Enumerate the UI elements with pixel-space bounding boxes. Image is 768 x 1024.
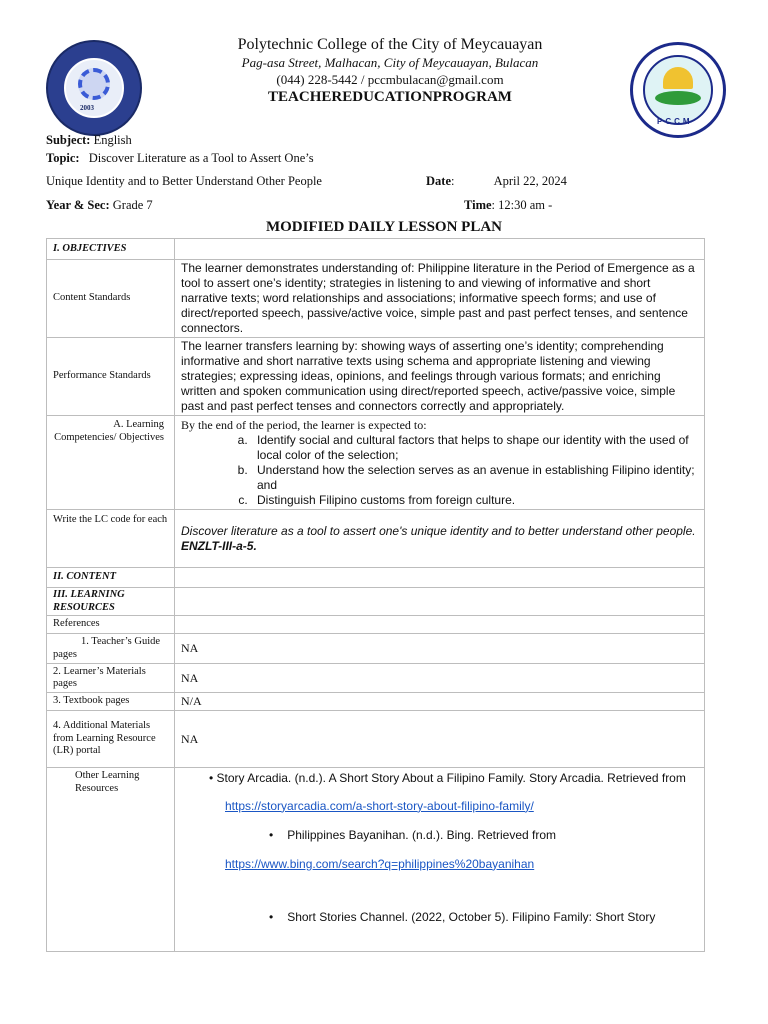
date-label: Date [426,174,451,188]
seal-year: 2003 [80,104,94,112]
lc-code: ENZLT-III-a-5. [181,538,257,553]
table-row [47,260,705,338]
date-value: April 22, 2024 [493,174,567,188]
time-label: Time [464,198,492,212]
learners-materials-value: NA [175,664,705,693]
lc-code-text: Discover literature as a tool to assert one's unique identity and to better understand other people. [181,523,696,538]
table-row [47,693,705,711]
list-item [181,857,698,872]
leaf-icon [655,91,701,105]
storyarcadia-link[interactable]: https://storyarcadia.com/a-short-story-about-filipino-family/ [225,798,534,813]
table-row [47,711,705,768]
gear-icon [78,68,110,100]
table-row [47,416,705,510]
logo-ring [643,55,713,125]
table-row [47,616,705,634]
objectives-list [251,433,698,508]
additional-materials-label: 4. Additional Materials from Learning Resource (LR) portal [47,711,175,768]
list-item: b. Understand how the selection serves as an avenue in establishing Filipino identity; and [251,463,698,493]
lesson-plan-table [46,238,705,952]
subject-label: Subject: [46,133,91,147]
textbook-label: 3. Textbook pages [47,693,175,711]
year-label: Year & Sec: [46,198,110,212]
lesson-plan-title: MODIFIED DAILY LESSON PLAN [265,219,502,235]
table-row [47,634,705,664]
teachers-guide-value: NA [175,634,705,664]
additional-materials-value: NA [175,711,705,768]
textbook-value: N/A [175,693,705,711]
list-item: a. Identify social and cultural factors that helps to shape our identity with the used of local color of the selection; [251,433,698,463]
learning-intro: By the end of the period, the learner is expected to: [181,418,427,432]
year-section-line [46,198,153,213]
sun-icon [663,67,693,89]
table-row [47,588,705,616]
topic-line [46,151,314,166]
performance-standards-label: Performance Standards [47,338,175,416]
date-line: Date: April 22, 2024 [426,174,567,188]
content-heading: II. CONTENT [47,568,175,588]
learning-competencies-label: A. Learning Competencies/ Objectives [47,416,175,510]
college-address: Pag-asa Street, Malhacan, City of Meycauayan, Bulacan [241,55,539,70]
table-row [47,510,705,568]
other-resources-label: Other Learning Resources [47,768,175,952]
list-item: • Short Stories Channel. (2022, October 5). Filipino Family: Short Story [269,909,656,924]
teachers-guide-label: 1. Teacher’s Guide pages [47,634,175,664]
references-label: References [47,616,175,634]
list-item: • Story Arcadia. (n.d.). A Short Story About a Filipino Family. Story Arcadia. Retrieved from [209,771,686,786]
college-contact: (044) 228-5442 / pccmbulacan@gmail.com [276,72,504,87]
subject-line [46,133,132,148]
table-row [47,768,705,952]
topic-label: Topic: [46,151,80,165]
college-seal-logo [46,40,142,136]
table-row [47,338,705,416]
topic-value-line1: Discover Literature as a Tool to Assert One’s [88,151,314,165]
performance-standards-text: The learner transfers learning by: showing ways of asserting one’s identity; comprehending informative and short narrative texts using schema and appropriate listening and viewing strategies; expressing ideas, opinions, and feelings through various formats; and enriching written and spoken communication using direct/reported speech, active/passive voice, simple past and past perfect tenses and connectors correctly and appropriately. [175,338,705,416]
year-value: Grade 7 [112,198,153,212]
time-value: : 12:30 am - [491,198,553,212]
list-item: • Philippines Bayanihan. (n.d.). Bing. Retrieved from [269,827,557,842]
logo-abbrev: PCCM [657,117,693,126]
learners-materials-label: 2. Learner’s Materials pages [47,664,175,693]
learning-resources-heading: III. LEARNING RESOURCES [47,588,175,616]
list-item [181,799,698,814]
topic-value-line2: Unique Identity and to Better Understand Other People [46,174,322,188]
program-name: TEACHEREDUCATIONPROGRAM [268,89,512,105]
time-line [464,198,552,213]
table-row [47,568,705,588]
lc-code-label: Write the LC code for each [47,510,175,568]
other-resources-list [175,768,705,952]
list-item: c. Distinguish Filipino customs from foreign culture. [251,493,698,508]
teacher-education-program-logo [630,42,726,138]
subject-value: English [93,133,132,147]
objectives-heading: I. OBJECTIVES [47,239,175,260]
table-row [47,664,705,693]
bing-link[interactable]: https://www.bing.com/search?q=philippines%20bayanihan [225,856,535,871]
content-standards-text: The learner demonstrates understanding of: Philippine literature in the Period of Emergence as a tool to assert one’s identity; strategies in listening to and viewing of informative and short narrative texts; word relationships and associations; informative speech forms; and use of direct/reported speech, passive/active voice, simple past and past perfect tenses, and sentence connectors. [175,260,705,338]
table-row [47,239,705,260]
content-standards-label: Content Standards [47,260,175,338]
college-name: Polytechnic College of the City of Meycauayan [237,36,543,53]
